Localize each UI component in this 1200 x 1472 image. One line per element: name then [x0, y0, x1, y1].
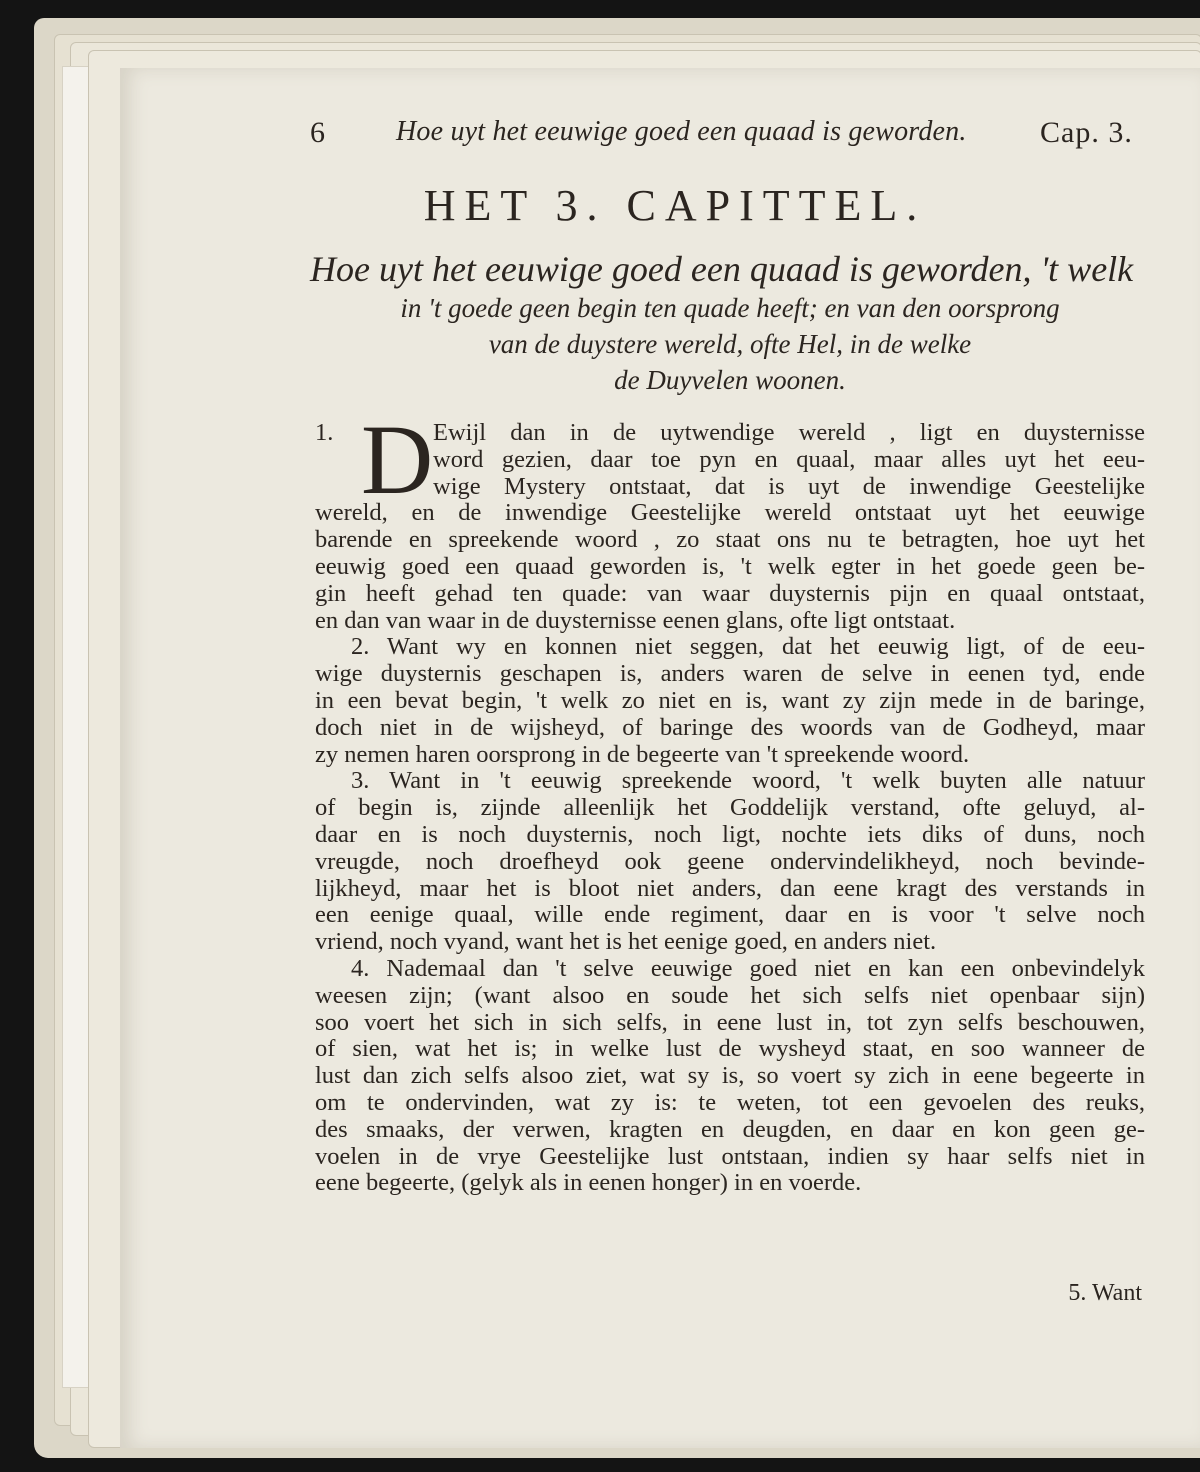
text-line: of begin is, zijnde alleenlijk het Goddelijk verstand, ofte geluyd, al- [315, 794, 1145, 822]
text-line: soo voert het sich in sich selfs, in eene lust in, tot zyn selfs beschouwen, [315, 1008, 1145, 1036]
text-line: eeuwig goed een quaad geworden is, 't welk egter in het goede geen be- [315, 552, 1145, 580]
text-line: gin heeft gehad ten quade: van waar duysternis pijn en quaal ontstaat, [315, 579, 1145, 607]
text-line: wige duysternis geschapen is, anders waren de selve in eenen tyd, ende [315, 660, 1145, 688]
drop-cap: D [361, 404, 434, 515]
text-line: en dan van waar in de duysternisse eenen glans, ofte ligt ontstaat. [315, 606, 956, 634]
subtitle-line: de Duyvelen woonen. [614, 365, 846, 395]
paragraph-1 [315, 404, 1145, 634]
text-line: lust dan zich selfs alsoo ziet, wat sy is, so voert sy zich in eene begeerte in [315, 1062, 1145, 1090]
text-line: wige Mystery ontstaat, dat is uyt de inwendige Geestelijke [433, 472, 1145, 500]
text-line: wereld, en de inwendige Geestelijke wereld ontstaat uyt het eeuwige [315, 499, 1145, 527]
text-line: 3. Want in 't eeuwig spreekende woord, 't welk buyten alle natuur [351, 767, 1145, 795]
text-line: vriend, noch vyand, want het is het eenige goed, en anders niet. [315, 928, 937, 956]
text-line: 2. Want wy en konnen niet seggen, dat het eeuwig ligt, of de eeu- [351, 633, 1145, 661]
paragraph-number: 1. [315, 419, 334, 446]
chapter-subtitle [310, 248, 1150, 398]
text-line: word gezien, daar toe pyn en quaal, maar alles uyt het eeu- [433, 445, 1145, 473]
text-line: voelen in de vrye Geestelijke lust ontstaan, indien sy haar selfs niet in [315, 1142, 1145, 1170]
text-line: barende en spreekende woord , zo staat ons nu te betragten, hoe uyt het [315, 526, 1145, 554]
text-line: Ewijl dan in de uytwendige wereld , ligt en duysternisse [433, 419, 1145, 446]
catchword: 5. Want [1068, 1280, 1142, 1306]
text-line: weesen zijn; (want alsoo en soude het sich selfs niet openbaar sijn) [315, 981, 1145, 1009]
text-line: des smaaks, der verwen, kragten en deugden, en daar en kon geen ge- [315, 1115, 1145, 1143]
text-line: doch niet in de wijsheyd, of baringe des woords van de Godheyd, maar [315, 713, 1145, 741]
chapter-heading: HET 3. CAPITTEL. [423, 181, 927, 230]
paragraph-4 [315, 956, 1145, 1197]
book-page [120, 68, 1200, 1448]
text-line: een eenige quaal, wille ende regiment, daar en is voor 't selve noch [315, 901, 1145, 929]
subtitle-line: in 't goede geen begin ten quade heeft; en van den oorsprong [400, 293, 1060, 323]
paragraph-3 [315, 768, 1145, 956]
text-line: lijkheyd, maar het is bloot niet anders, dan eene kragt des verstands in [315, 874, 1145, 902]
chapter-reference: Cap. 3. [1040, 116, 1133, 149]
text-line: 4. Nademaal dan 't selve eeuwige goed niet en kan een onbevindelyk [351, 954, 1145, 982]
text-line: of sien, wat het is; in welke lust de wysheyd staat, en soo wanneer de [315, 1035, 1145, 1063]
text-line: in een bevat begin, 't welk zo niet en is, want zy zijn mede in de baringe, [315, 686, 1145, 714]
subtitle-line: van de duystere wereld, ofte Hel, in de welke [488, 329, 972, 359]
page-number: 6 [310, 116, 325, 149]
subtitle-line: Hoe uyt het eeuwige goed een quaad is geworden, 't welk [310, 249, 1134, 289]
running-head [120, 116, 1200, 156]
text-line: zy nemen haren oorsprong in de begeerte van 't spreekende woord. [315, 740, 970, 768]
text-line: daar en is noch duysternis, noch ligt, nochte iets diks of duns, noch [315, 820, 1145, 848]
body-text [315, 404, 1145, 1197]
running-title: Hoe uyt het eeuwige goed een quaad is geworden. [396, 116, 967, 147]
paragraph-2 [315, 634, 1145, 768]
text-line: eene begeerte, (gelyk als in eenen honger) in en voerde. [315, 1169, 862, 1197]
text-line: om te ondervinden, wat zy is: te weten, tot een gevoelen des reuks, [315, 1088, 1145, 1116]
text-line: vreugde, noch droefheyd ook geene ondervindelikheyd, noch bevinde- [315, 847, 1145, 875]
